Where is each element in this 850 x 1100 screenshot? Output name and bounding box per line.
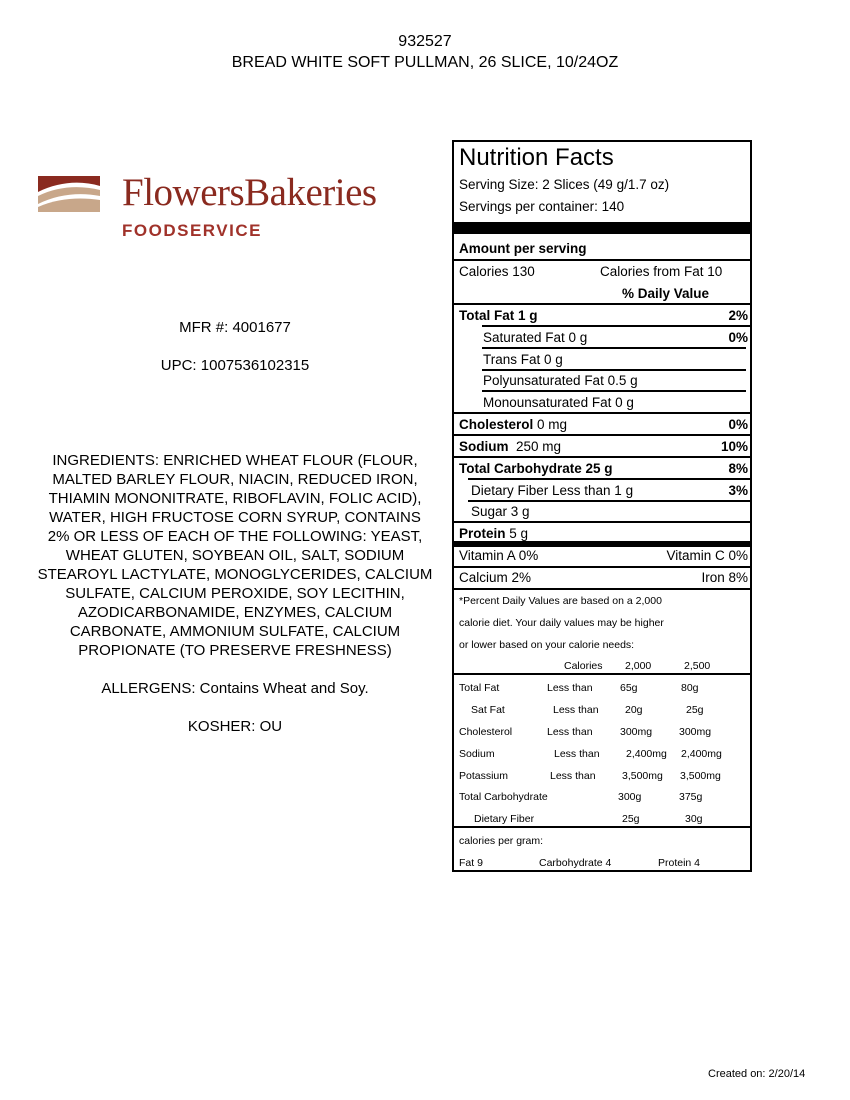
dv-row-2000: 20g bbox=[625, 704, 643, 716]
cpg-fat: Fat 9 bbox=[459, 857, 483, 869]
allergens-text: ALLERGENS: Contains Wheat and Soy. bbox=[101, 680, 369, 697]
divider bbox=[454, 259, 750, 261]
ingredients-line: MALTED BARLEY FLOUR, NIACIN, REDUCED IRON, bbox=[52, 471, 418, 488]
saturated-fat-dv: 0% bbox=[728, 330, 748, 345]
dv-row-2000: 2,400mg bbox=[626, 748, 667, 760]
sugar: Sugar 3 g bbox=[471, 504, 530, 519]
divider bbox=[482, 369, 746, 371]
dv-row-2500: 3,500mg bbox=[680, 770, 721, 782]
product-code: 932527 bbox=[398, 33, 452, 50]
polyunsaturated-fat: Polyunsaturated Fat 0.5 g bbox=[483, 373, 638, 388]
calories-from-fat: Calories from Fat 10 bbox=[600, 264, 723, 279]
divider bbox=[468, 500, 750, 502]
serving-size: Serving Size: 2 Slices (49 g/1.7 oz) bbox=[459, 177, 670, 192]
cholesterol-dv: 0% bbox=[728, 417, 748, 432]
kosher-text: KOSHER: OU bbox=[187, 718, 283, 735]
footnote-line: or lower based on your calorie needs: bbox=[459, 639, 635, 651]
protein: Protein 5 g bbox=[459, 526, 529, 541]
nutrition-facts-panel bbox=[452, 140, 752, 872]
ingredients-text bbox=[20, 451, 450, 660]
dv-row-nutrient: Potassium bbox=[459, 770, 509, 782]
calories: Calories 130 bbox=[459, 264, 535, 279]
dv-row-2500: 30g bbox=[685, 813, 703, 825]
dv-row-2500: 2,400mg bbox=[681, 748, 722, 760]
divider bbox=[454, 826, 750, 828]
divider bbox=[454, 303, 750, 305]
cholesterol: Cholesterol 0 mg bbox=[459, 417, 568, 432]
nutrition-title: Nutrition Facts bbox=[459, 144, 614, 171]
divider bbox=[482, 325, 750, 327]
ingredients-line: STEAROYL LACTYLATE, MONOGLYCERIDES, CALCIUM bbox=[37, 566, 433, 583]
footnote-line: *Percent Daily Values are based on a 2,000 bbox=[459, 595, 662, 607]
dv-row-2000: 3,500mg bbox=[622, 770, 663, 782]
divider bbox=[482, 347, 746, 349]
daily-value-header: % Daily Value bbox=[622, 286, 710, 301]
created-date: Created on: 2/20/14 bbox=[708, 1068, 806, 1080]
dv-row-2500: 375g bbox=[679, 791, 703, 803]
sodium: Sodium 250 mg bbox=[459, 439, 562, 454]
ingredients-line: AZODICARBONAMIDE, ENZYMES, CALCIUM bbox=[77, 604, 393, 621]
dv-row-qualifier: Less than bbox=[554, 748, 600, 760]
divider bbox=[454, 588, 750, 590]
dv-row-2500: 80g bbox=[681, 682, 699, 694]
divider bbox=[454, 412, 750, 414]
dv-row-nutrient: Sat Fat bbox=[471, 704, 505, 716]
dietary-fiber: Dietary Fiber Less than 1 g bbox=[471, 483, 634, 498]
dv-row-qualifier: Less than bbox=[550, 770, 596, 782]
monounsaturated-fat: Monounsaturated Fat 0 g bbox=[483, 395, 634, 410]
total-fat: Total Fat 1 g bbox=[459, 308, 538, 323]
dv-row-2500: 300mg bbox=[679, 726, 712, 738]
amount-per-serving: Amount per serving bbox=[459, 241, 587, 256]
calories-per-gram: calories per gram: bbox=[459, 835, 544, 847]
divider bbox=[454, 434, 750, 436]
dv-row-nutrient: Total Carbohydrate bbox=[459, 791, 548, 803]
dv-row-2500: 25g bbox=[686, 704, 704, 716]
dv-row-qualifier: Less than bbox=[553, 704, 599, 716]
divider bbox=[482, 390, 746, 392]
dv-header-calories: Calories bbox=[564, 660, 603, 672]
total-carbohydrate: Total Carbohydrate 25 g bbox=[459, 461, 613, 476]
upc-code: UPC: 1007536102315 bbox=[160, 357, 310, 374]
dv-header-2500: 2,500 bbox=[684, 660, 711, 672]
dv-row-qualifier: Less than bbox=[547, 726, 593, 738]
dv-row-nutrient: Total Fat bbox=[459, 682, 500, 694]
saturated-fat: Saturated Fat 0 g bbox=[483, 330, 588, 345]
dv-row-2000: 25g bbox=[622, 813, 640, 825]
dv-header-2000: 2,000 bbox=[625, 660, 652, 672]
logo-brand: FlowersBakeries bbox=[122, 171, 377, 214]
divider bbox=[454, 566, 750, 568]
divider bbox=[454, 521, 750, 523]
ingredients-line: THIAMIN MONONITRATE, RIBOFLAVIN, FOLIC ACID), bbox=[48, 490, 422, 507]
footnote-line: calorie diet. Your daily values may be higher bbox=[459, 617, 664, 629]
divider bbox=[468, 478, 750, 480]
servings-per-container: Servings per container: 140 bbox=[459, 199, 625, 214]
dv-row-qualifier: Less than bbox=[547, 682, 593, 694]
sodium-dv: 10% bbox=[720, 439, 748, 454]
ingredients-line: SULFATE, CALCIUM PEROXIDE, SOY LECITHIN, bbox=[65, 585, 405, 602]
divider bbox=[454, 456, 750, 458]
dv-row-nutrient: Sodium bbox=[459, 748, 495, 760]
dv-row-2000: 300mg bbox=[620, 726, 653, 738]
dv-row-2000: 300g bbox=[618, 791, 642, 803]
total-fat-dv: 2% bbox=[728, 308, 748, 323]
dv-row-nutrient: Cholesterol bbox=[459, 726, 513, 738]
divider bbox=[454, 673, 750, 675]
mfr-number: MFR #: 4001677 bbox=[179, 319, 291, 336]
ingredients-line: CARBONATE, AMMONIUM SULFATE, CALCIUM bbox=[69, 623, 401, 640]
dv-row-nutrient: Dietary Fiber bbox=[474, 813, 535, 825]
total-carbohydrate-dv: 8% bbox=[728, 461, 748, 476]
cpg-carbohydrate: Carbohydrate 4 bbox=[539, 857, 612, 869]
thick-divider bbox=[454, 222, 750, 234]
ingredients-line: WATER, HIGH FRUCTOSE CORN SYRUP, CONTAINS bbox=[49, 509, 421, 526]
ingredients-line: WHEAT GLUTEN, SOYBEAN OIL, SALT, SODIUM bbox=[65, 547, 405, 564]
bakery-logo-icon bbox=[36, 172, 102, 214]
cpg-protein: Protein 4 bbox=[658, 857, 701, 869]
vitamin-a: Vitamin A 0% bbox=[459, 548, 539, 563]
dietary-fiber-dv: 3% bbox=[728, 483, 748, 498]
calcium: Calcium 2% bbox=[459, 570, 532, 585]
trans-fat: Trans Fat 0 g bbox=[483, 352, 563, 367]
logo-subtitle: FOODSERVICE bbox=[122, 221, 262, 240]
thick-divider bbox=[454, 541, 750, 547]
ingredients-line: 2% OR LESS OF EACH OF THE FOLLOWING: YEAST, bbox=[47, 528, 423, 545]
ingredients-line: PROPIONATE (TO PRESERVE FRESHNESS) bbox=[78, 642, 392, 659]
vitamin-c: Vitamin C 0% bbox=[666, 548, 748, 563]
dv-row-2000: 65g bbox=[620, 682, 638, 694]
iron: Iron 8% bbox=[701, 570, 748, 585]
product-title: BREAD WHITE SOFT PULLMAN, 26 SLICE, 10/24OZ bbox=[231, 54, 619, 71]
ingredients-line: INGREDIENTS: ENRICHED WHEAT FLOUR (FLOUR, bbox=[52, 452, 418, 469]
